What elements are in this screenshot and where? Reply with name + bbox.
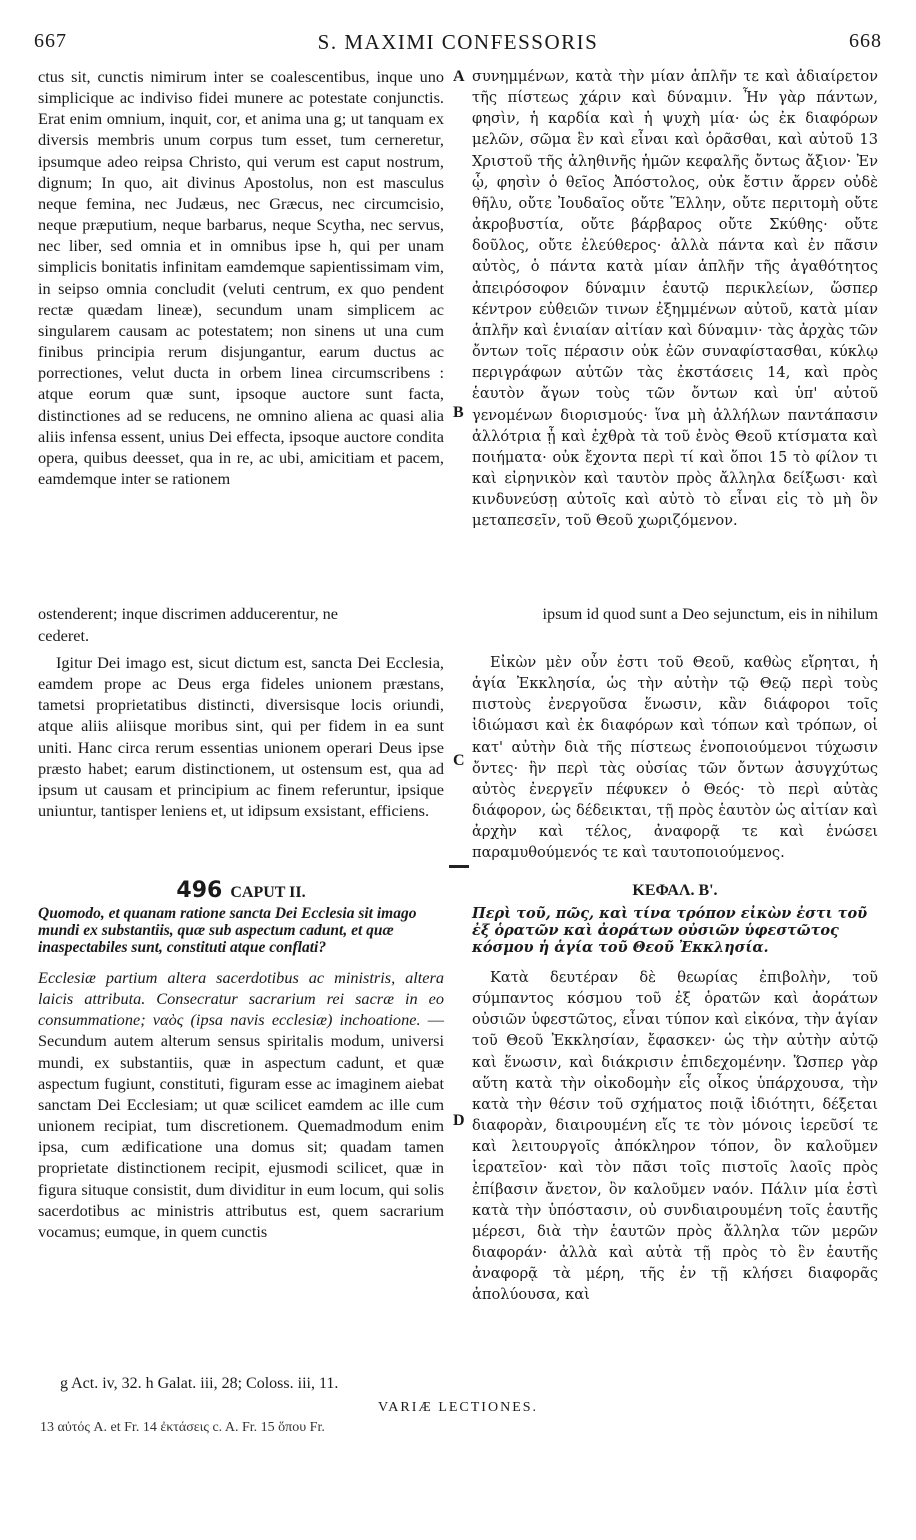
chapter-title-latin: CAPUT II. <box>230 884 306 901</box>
full-width-line <box>38 603 878 624</box>
latin-column-mid <box>38 652 444 821</box>
greek-paragraph: συνημμένων, κατὰ τὴν μίαν ἁπλῆν τε καὶ ἀδιαίρετον τῆς πίστεως χάριν καὶ δύναμιν. Ἦν γὰρ πάντων, φησὶν, ἡ καρδία καὶ ἡ ψυχὴ μία· ὡς ἐκ διαφόρων μελῶν, σῶμα ἓν καὶ εἶναι καὶ ὁρᾶσθαι, καὶ αὐτοῦ 13 Χριστοῦ τῆς ἀληθινῆς ἡμῶν κεφαλῆς ὄντως ἄξιον· Ἐν ᾧ, φησὶν ὁ θεῖος Ἀπόστολος, οὐκ ἔστιν ἄρρεν οὐδὲ θῆλυ, οὔτε Ἰουδαῖος οὔτε Ἕλλην, οὔτε περιτομὴ οὔτε ἀκροβυστία, οὔτε βάρβαρος οὔτε Σκύθης· οὔτε δοῦλος, οὔτε ἐλεύθερος· ἀλλὰ πάντα καὶ ἐν πᾶσιν αὐτὸς, ὁ πάντα κατὰ μίαν ἁπλῆν τῆς ἀγαθότητος ἀπειρόσοφον δύναμιν ἑαυτῷ περικλείων, ὥσπερ κέντρον εὐθειῶν τινων ἐξημμένων αὐτοῦ, κατὰ μίαν ἁπλῆν καὶ ἑνιαίαν αἰτίαν καὶ δύναμιν· τὰς ἀρχὰς τῶν ὄντων τοῖς πέρασιν οὐκ ἐῶν συναφίστασθαι, κύκλῳ περιγράφων αὐτῶν τὰς ἐκστάσεις 14, καὶ πρὸς ἑαυτὸν ἄγων τοὺς τῶν ὄντων καὶ ὑπ' αὐτοῦ γενομένων διορισμούς· ἵνα μὴ ἀλλήλων παντάπασιν ἀλλότρια ᾖ καὶ ἐχθρὰ τὰ τοῦ ἑνὸς Θεοῦ κτίσματα καὶ ποιήματα· οὐκ ἔχοντα περὶ τί καὶ ὅποι 15 τὸ φίλον τι καὶ εἰρηνικὸν καὶ ταυτὸν πρὸς ἄλληλα δείξωσι· καὶ κινδυνεύσῃ αὐτοῖς καὶ αὐτὸ τὸ εἶναι εἰς τὸ μὴ ὂν μεταπεσεῖν, τοῦ Θεοῦ χωριζόμενον. <box>472 68 878 530</box>
greek-column-mid <box>472 652 878 864</box>
margin-marker-c: C <box>453 752 465 769</box>
chapter-summary-greek: Περὶ τοῦ, πῶς, καὶ τίνα τρόπον εἰκὼν ἐστι τοῦ ἐξ ὁρατῶν καὶ ἀοράτων οὐσιῶν ὑφεστῶτος κόσμου ἡ ἁγία τοῦ Θεοῦ Ἐκκλησία. <box>472 905 868 956</box>
full-line-right: ipsum id quod sunt a Deo sejunctum, eis in nihilum <box>542 604 878 623</box>
running-title: S. MAXIMI CONFESSORIS <box>317 30 599 54</box>
chapter-heading-latin <box>38 878 444 903</box>
page-number-left: 667 <box>34 30 67 52</box>
page-number-right: 668 <box>849 30 882 52</box>
footnotes: g Act. iv, 32. h Galat. iii, 28; Coloss. iii, 11. <box>60 1375 339 1392</box>
running-header <box>28 30 888 60</box>
latin-column-top <box>38 66 444 489</box>
latin-paragraph: ctus sit, cunctis nimirum inter se coalescentibus, inque uno simplicique ac indiviso fidei munere ac potestate conjunctis. Erat enim omnium, inquit, cor, et anima una g; ut tanquam ex diversis membris unum corpus tum esset, tum cerneretur, ipsumque adeo reipsa Christo, qui verum est caput nostrum, dignum; In quo, ait divinus Apostolus, non est masculus neque femina, nec Judæus, nec Græcus, nec circumcisio, neque præputium, neque barbarus, neque Scytha, nec servus, nec liber, sed omnia et in omnibus ipse h, qui per unam simplicis bonitatis infinitam eamdemque sapientissimam vim, in seipso omnia concludit (veluti centrum, ex quo pendent rectæ quædam lineæ), secundum unam simplicem ac singularem causam ac potestatem; non sinens ut una cum finibus principia rerum disjungantur, earum ductus ac porrectiones, velut ducta in orbem linea circumscribens : atque eorum quæ sunt, ipsoque auctore sunt facta, distinctiones ad se reducens, ne omnino aliena ac quasi alia aliis infensa essent, unius Dei effecta, ipsoque auctore condita opera, quibus deesset, qua in re, ac ubi, amicitiam et pacem, eamdemque inter se rationem <box>38 67 444 488</box>
variae-lectiones: 13 αὐτός A. et Fr. 14 ἐκτάσεις c. A. Fr. 15 ὅπου Fr. <box>40 1420 325 1435</box>
cederet-line: cederet. <box>38 626 90 645</box>
latin-argument: Ecclesiæ partium altera sacerdotibus ac ministris, altera laicis attributa. Consecratur sacrarium rei sacræ in eo consummatione; ναὸς (ipsa navis ecclesiæ) inchoatione. <box>38 968 444 1030</box>
full-line-left: ostenderent; inque discrimen adducerentur, ne <box>38 604 338 623</box>
section-divider <box>449 865 469 868</box>
margin-marker-a: A <box>453 68 465 85</box>
margin-marker-d: D <box>453 1112 465 1129</box>
greek-column-bottom <box>472 967 878 1306</box>
chapter-heading-greek <box>472 882 878 900</box>
latin-paragraph: — Secundum autem alterum sensus spiritalis modum, universi mundi, ex substantiis, quæ in aspectum cadunt, et quæ aspectum fugiunt, constituti, figuram esse ac imaginem aiebat sanctam Dei Ecclesiam; ut quæ scilicet eamdem ac ille cum unionem recipiat, tum discretionem. Quemadmodum enim ipsa, cum ædificatione una domus sit; quadam tamen proprietate distinctionem recipit, ejusmodi scilicet, quæ in figura situque consistit, dum dividitur in eum locum, qui solis sacerdotibus ac ministris attributus est, quem sacrarium vocamus; eumque, in quem cunctis <box>38 1010 444 1241</box>
chapter-summary-latin: Quomodo, et quanam ratione sancta Dei Ecclesia sit imago mundi ex substantiis, quæ sub aspectum cadunt, et quæ inaspectabiles sunt, constituti atque conflati? <box>38 905 417 956</box>
greek-paragraph: Εἰκὼν μὲν οὖν ἐστι τοῦ Θεοῦ, καθὼς εἴρηται, ἡ ἁγία Ἐκκλησία, ὡς τὴν αὐτὴν τῷ Θεῷ περὶ τοὺς πιστοὺς ἐνεργοῦσα ἕνωσιν, κἂν διάφοροι τοῖς ἰδιώμασι καὶ ἐκ διαφόρων καὶ τόπων καὶ τρόπων, οἱ κατ' αὐτὴν διὰ τῆς πίστεως ἑνοποιούμενοι τύχωσιν ὄντες· ἣν περὶ τὰς οὐσίας τῶν ὄντων ἀσυγχύτως αὐτὸς ἐνεργεῖν πέφυκεν ὁ Θεός· τὸ περὶ αὐτὰς διάφορον, ὡς δέδεικται, τῇ πρὸς ἑαυτὸν ὡς αἰτίαν καὶ ἀρχὴν καὶ τέλος, ἀναφορᾷ τε καὶ ἑνώσει παραμυθούμενός τε καὶ ταυτοποιούμενος. <box>472 654 878 862</box>
margin-marker-b: B <box>453 404 464 421</box>
latin-paragraph: Igitur Dei imago est, sicut dictum est, sancta Dei Ecclesia, eamdem prope ac Deus erga fideles unionem præstans, tametsi proprietatibus distincti, diversisque locis oriundi, atque aliis aliisque moribus sint, qui per fidem in ea sunt uniti. Hanc circa rerum essentias unionem operari Deus ipse præsto habet; earum distinctionem, ut ostensum est, qua ad ipsum ut causam et principium ac finem referuntur, ipsique uniuntur, tantisper leniens et, ut idipsum exsistant, efficiens. <box>38 653 444 821</box>
greek-paragraph: Κατὰ δευτέραν δὲ θεωρίας ἐπιβολὴν, τοῦ σύμπαντος κόσμου τοῦ ἐξ ὁρατῶν καὶ ἀοράτων οὐσιῶν ὑφεστῶτος, εἶναι τύπον καὶ εἰκόνα, τὴν ἁγίαν τοῦ Θεοῦ Ἐκκλησίαν, ἔφασκεν· ὡς τὴν αὐτὴν αὐτῷ καὶ ἕνωσιν, καὶ διάκρισιν ἐπιδεχομένην. Ὥσπερ γὰρ αὕτη κατὰ τὴν οἰκοδομὴν εἷς οἶκος ὑπάρχουσα, τὴν κατὰ τὴν θέσιν τοῦ σχήματος ποιᾷ ἰδιότητι, δέξεται διαφορὰν, διαιρουμένη εἴς τε τὸν μόνοις ἱερεῦσί τε καὶ λειτουργοῖς ἀπόκληρον τόπον, ὃν καλοῦμεν ἱερατεῖον· καὶ τὸν πᾶσι τοῖς πιστοῖς λαοῖς πρὸς ἐπίβασιν ἄνετον, ὃν καλοῦμεν ναόν. Πάλιν μία ἐστὶ κατὰ τὴν ὑπόστασιν, οὐ συνδιαιρουμένη τοῖς ἑαυτῆς μέρεσι, διὰ τὴν ἑαυτῶν πρὸς ἄλληλα τῶν μερῶν διαφοράν· ἀλλὰ καὶ αὐτὰ τῇ πρὸς τὸ ἓν ἑαυτῆς ἀναφορᾷ τὰ μέρη, τῆς ἐν τῇ κλήσει διαφορᾶς ἀπολύουσα, καὶ <box>472 969 878 1304</box>
variae-lectiones-title: VARIÆ LECTIONES. <box>377 1400 539 1415</box>
latin-column-bottom <box>38 967 444 1242</box>
chapter-title-greek: ΚΕΦΑΛ. Β'. <box>632 882 718 899</box>
column-number: 496 <box>176 878 223 903</box>
greek-column-top <box>472 66 878 531</box>
